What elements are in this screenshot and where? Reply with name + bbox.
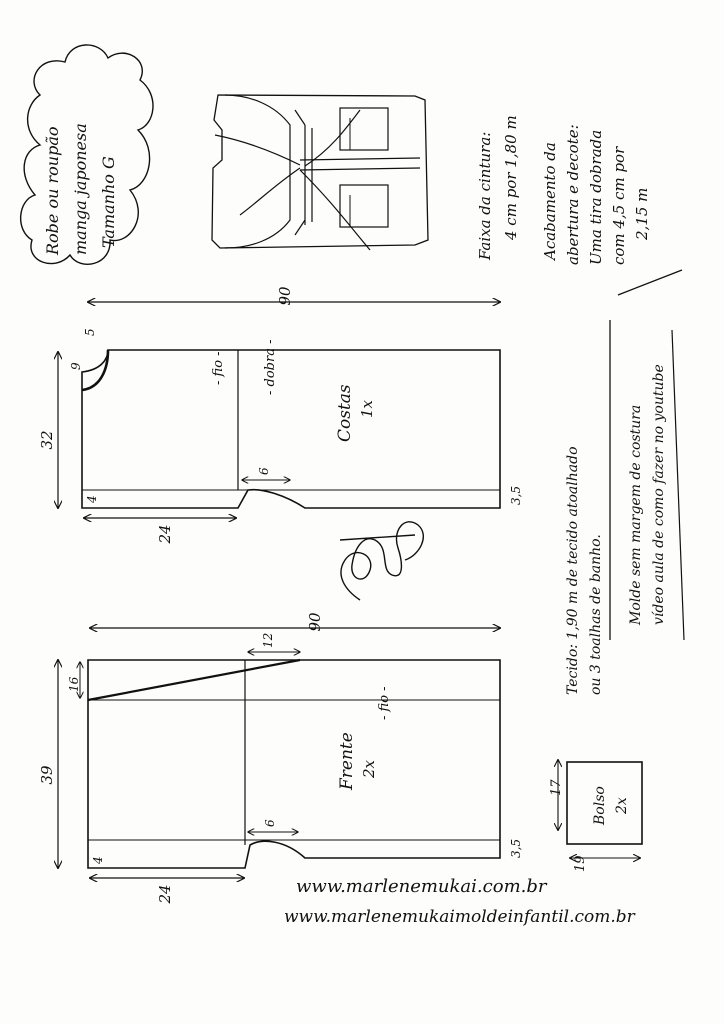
finishing-line-5: 2,15 m — [633, 187, 651, 240]
note-line-1: Molde sem margem de costura — [628, 404, 644, 625]
title-line-2: manga japonesa — [71, 123, 90, 255]
website-2: www.marlenemukaimoldeinfantil.com.br — [284, 907, 635, 927]
back-name-label: Costas — [335, 384, 355, 442]
back-neck-depth-label: 9 — [69, 362, 83, 370]
pocket-height-label: 19 — [573, 855, 588, 872]
back-hem-label: 3,5 — [509, 485, 523, 505]
waist-tie-line-1: Faixa da cintura: — [476, 131, 494, 260]
note-line-2: vídeo aula de como fazer no youtube — [651, 364, 667, 625]
front-width-label: 39 — [38, 765, 56, 785]
front-cuff-label: 4 — [91, 856, 105, 864]
fabric-line-2: ou 3 toalhas de banho. — [588, 534, 604, 695]
front-length-label: 90 — [306, 612, 324, 632]
title-line-1: Robe ou roupão — [43, 126, 62, 255]
front-neck-depth-label: 16 — [67, 676, 81, 692]
fabric-line-1: Tecido: 1,90 m de tecido atoalhado — [565, 446, 581, 695]
front-underarm-label: 6 — [263, 819, 277, 827]
front-piece — [38, 612, 523, 905]
back-count-label: 1x — [358, 399, 376, 418]
pocket-piece — [549, 760, 642, 872]
back-length-label: 90 — [276, 286, 294, 306]
title-cloud — [21, 45, 153, 264]
signature — [340, 522, 423, 600]
back-sleeve-label: 24 — [156, 524, 174, 544]
back-width-label: 32 — [38, 430, 56, 450]
back-underarm-label: 6 — [257, 467, 271, 475]
front-count-label: 2x — [360, 759, 378, 778]
website-1: www.marlenemukai.com.br — [296, 876, 547, 897]
front-hem-label: 3,5 — [509, 838, 523, 858]
pocket-name-label: Bolso — [592, 786, 608, 825]
finishing-line-3: Uma tira dobrada — [587, 129, 605, 265]
notes-column — [476, 115, 684, 695]
back-fold-label: - dobra - — [263, 339, 278, 395]
robe-sketch — [212, 95, 428, 250]
front-name-label: Frente — [337, 732, 357, 790]
finishing-line-4: com 4,5 cm por — [610, 146, 628, 265]
waist-tie-line-2: 4 cm por 1,80 m — [502, 115, 520, 240]
back-grain-label: - fio - — [211, 351, 226, 385]
pocket-width-label: 17 — [549, 779, 564, 796]
front-grain-label: - fio - — [377, 686, 392, 720]
front-sleeve-label: 24 — [156, 884, 174, 904]
front-neck-length-label: 12 — [261, 632, 275, 648]
finishing-line-1: Acabamento da — [541, 142, 559, 260]
finishing-line-2: abertura e decote: — [564, 124, 582, 265]
back-neck-width-label: 5 — [83, 328, 97, 336]
back-cuff-label: 4 — [85, 495, 99, 503]
title-line-3: Tamanho G — [99, 156, 118, 248]
pocket-count-label: 2x — [614, 797, 630, 814]
back-piece — [38, 286, 523, 545]
